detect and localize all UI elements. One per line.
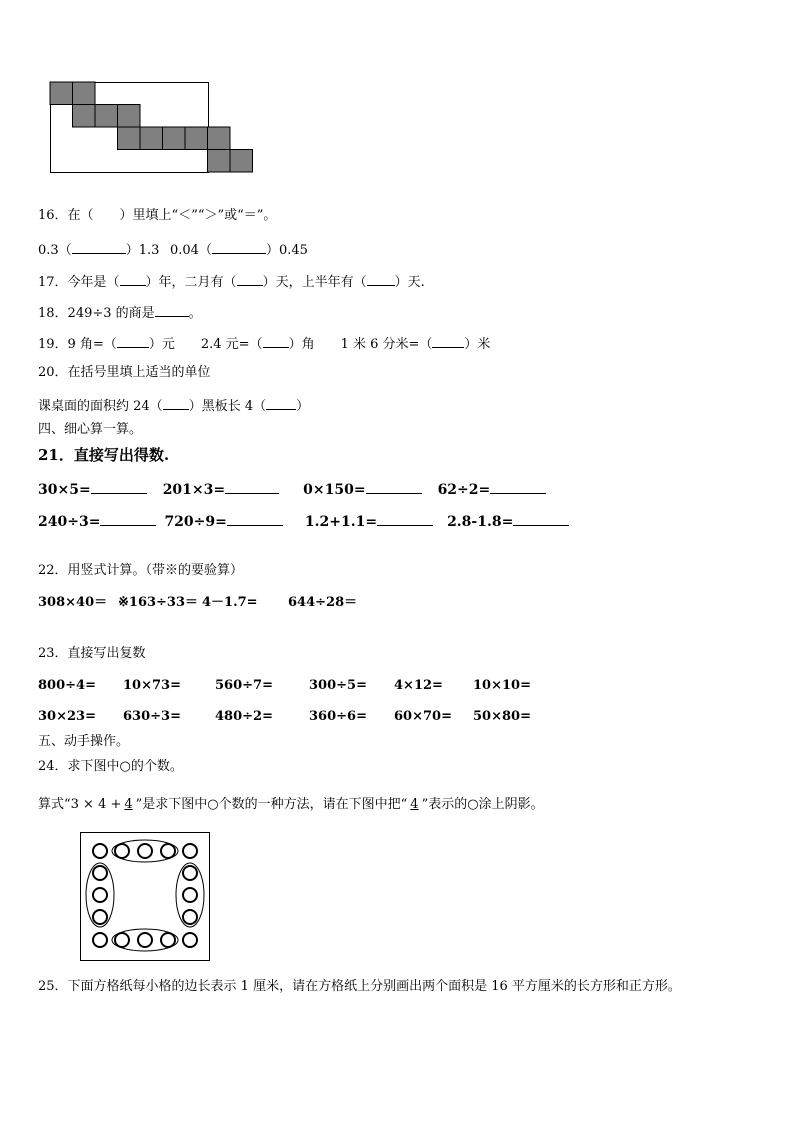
circle (161, 844, 175, 858)
q21-item: 62÷2= (437, 482, 491, 498)
shaded-cell (185, 127, 208, 150)
circle (183, 866, 197, 880)
q21-prompt: 21．直接写出得数. (38, 446, 170, 464)
q20-blank-2[interactable] (266, 397, 296, 410)
q21-answer-blank[interactable] (513, 513, 569, 526)
q17-t1: 17．今年是（ (38, 275, 120, 290)
q17-t3: ）天，上半年有（ (262, 275, 367, 290)
q23-prompt: 23．直接写出复数 (38, 646, 146, 661)
q19-blank-2[interactable] (263, 335, 289, 348)
q20-blank-1[interactable] (163, 397, 189, 410)
q17-line (38, 273, 425, 289)
q21-answer-blank[interactable] (225, 481, 279, 494)
circle (183, 844, 197, 858)
q24-t1: 算式“3 × 4 + (38, 797, 122, 812)
q20-line (38, 397, 309, 413)
q20-t2: ）黑板长 4（ (188, 399, 267, 414)
shaded-cell (118, 105, 141, 128)
q23-item: 30×23= (38, 709, 96, 724)
q20-prompt: 20．在括号里填上适当的单位 (38, 365, 211, 380)
circle (138, 844, 152, 858)
q21-item: 201×3= (162, 482, 226, 498)
q21-item: 0×150= (303, 482, 366, 498)
q17-blank-half[interactable] (367, 273, 395, 286)
q17-blank-year[interactable] (120, 273, 146, 286)
q24-prompt: 24．求下图中○的个数。 (38, 759, 183, 774)
q19-blank-1[interactable] (117, 335, 149, 348)
q19-t1: 19．9 角=（ (38, 337, 117, 352)
shaded-cell (73, 105, 96, 128)
q23-item: 630÷3= (123, 709, 181, 724)
q24-underlined-4a: 4 (124, 797, 133, 812)
q22-item: 308×40＝ (38, 595, 108, 610)
q22-prompt: 22．用竖式计算。（带※的要验算） (38, 563, 244, 578)
q24-t2: ”是求下图中○个数的一种方法，请在下图中把“ (135, 797, 408, 812)
q19-t3: 2.4 元=（ (200, 337, 263, 352)
q23-item: 300÷5= (309, 678, 367, 693)
q19-blank-3[interactable] (432, 335, 464, 348)
q22-item: 644÷28＝ (288, 595, 358, 610)
q16-a-blank[interactable] (72, 241, 126, 254)
section-4-heading: 四、细心算一算。 (38, 422, 143, 437)
q21-answer-blank[interactable] (227, 513, 283, 526)
q18-t1: 18．249÷3 的商是 (38, 306, 155, 321)
q21-answer-blank[interactable] (490, 481, 546, 494)
shaded-cell (118, 127, 141, 150)
circle (93, 933, 107, 947)
circle (93, 910, 107, 924)
q18-t2: 。 (188, 306, 202, 321)
circle (93, 866, 107, 880)
shaded-cell (163, 127, 186, 150)
q17-t4: ）天. (394, 275, 425, 290)
q23-item: 360÷6= (309, 709, 367, 724)
q23-item: 10×10= (473, 678, 531, 693)
q19-t2: ）元 (148, 337, 175, 352)
q21-answer-blank[interactable] (366, 481, 422, 494)
q21-row2 (38, 513, 569, 529)
shaded-cell (230, 150, 253, 173)
circle (93, 844, 107, 858)
q21-answer-blank[interactable] (91, 481, 147, 494)
q23-item: 480÷2= (215, 709, 273, 724)
circle (115, 933, 129, 947)
q22-item: 4－1.7= (202, 595, 258, 610)
q25-prompt: 25．下面方格纸每小格的边长表示 1 厘米，请在方格纸上分别画出两个面积是 16 平方厘米的长方形和正方形。 (38, 979, 681, 994)
q23-item: 560÷7= (215, 678, 273, 693)
circle (183, 910, 197, 924)
circle (138, 933, 152, 947)
q17-blank-feb[interactable] (237, 273, 263, 286)
shaded-cell (50, 82, 73, 105)
q17-t2: ）年，二月有（ (145, 275, 237, 290)
shaded-cell (73, 82, 96, 105)
q21-answer-blank[interactable] (100, 513, 156, 526)
q21-item: 720÷9= (164, 514, 227, 530)
q16-b-right: ）0.45 (265, 243, 308, 258)
q21-answer-blank[interactable] (377, 513, 433, 526)
circle (183, 888, 197, 902)
staircase-figure (50, 82, 210, 174)
q19-t4: ）角 (288, 337, 315, 352)
shaded-cell (140, 127, 163, 150)
q16-compare-a (38, 241, 159, 257)
q16-compare-b (170, 241, 308, 257)
q16-prompt: 16．在（ ）里填上“＜”“＞”或“＝”。 (38, 208, 277, 223)
circle (115, 844, 129, 858)
shaded-cell (95, 105, 118, 128)
q24-t3: ”表示的○涂上阴影。 (421, 797, 544, 812)
q24-description (38, 798, 544, 811)
q19-line (38, 335, 490, 351)
q21-item: 30×5= (38, 482, 91, 498)
q21-row1 (38, 481, 546, 497)
q18-line (38, 304, 202, 320)
shaded-cell (208, 150, 231, 173)
q16-b-blank[interactable] (212, 241, 266, 254)
q23-item: 50×80= (473, 709, 531, 724)
q23-item: 4×12= (394, 678, 443, 693)
q21-item: 1.2+1.1= (304, 514, 378, 530)
q16-a-right: ）1.3 (125, 243, 160, 258)
q23-item: 10×73= (123, 678, 181, 693)
q16-a-left: 0.3（ (38, 243, 72, 258)
q19-t5: 1 米 6 分米=（ (340, 337, 433, 352)
q19-t6: ）米 (464, 337, 491, 352)
circle (93, 888, 107, 902)
circle-arrangement-figure (80, 832, 212, 962)
q18-blank[interactable] (155, 304, 189, 317)
q22-item: ※163÷33＝ (118, 595, 199, 610)
q16-b-left: 0.04（ (170, 243, 212, 258)
q20-t1: 课桌面的面积约 24（ (38, 399, 163, 414)
q21-item: 240÷3= (38, 514, 101, 530)
q24-underlined-4b: 4 (410, 797, 419, 812)
q21-item: 2.8-1.8= (447, 514, 514, 530)
shaded-cell (208, 127, 231, 150)
q23-item: 60×70= (394, 709, 452, 724)
section-5-heading: 五、动手操作。 (38, 734, 130, 749)
circle (161, 933, 175, 947)
q20-t3: ） (296, 399, 310, 414)
q23-item: 800÷4= (38, 678, 96, 693)
circle (183, 933, 197, 947)
